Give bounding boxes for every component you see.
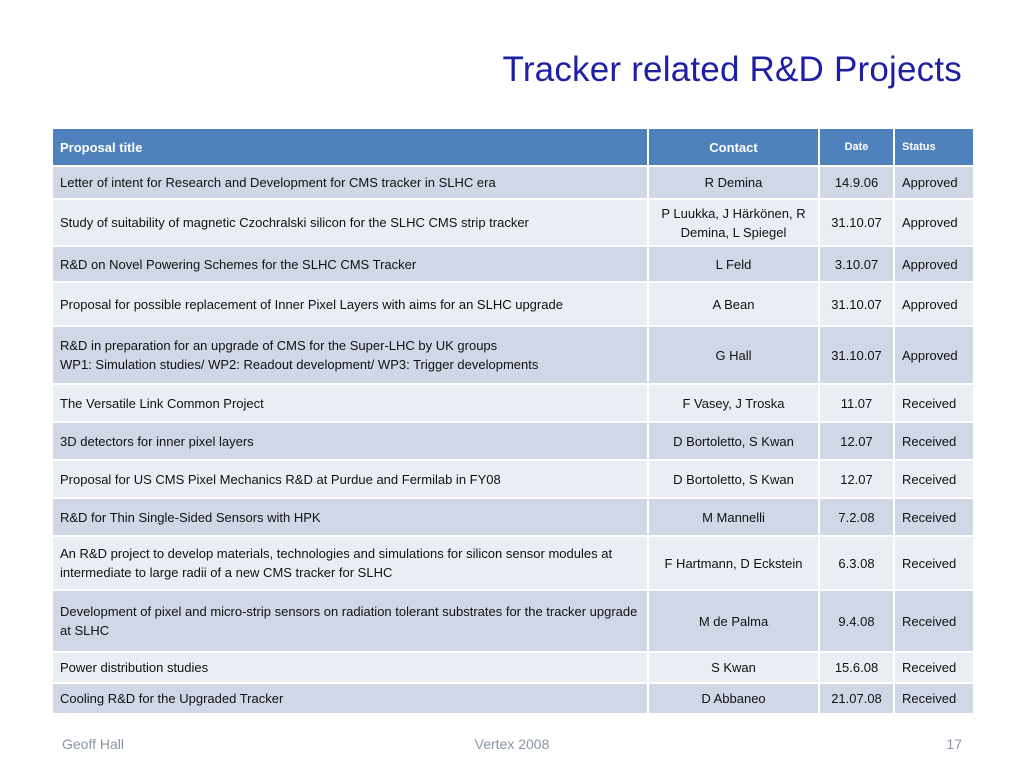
proposal-title-line: Letter of intent for Research and Development for CMS tracker in SLHC era	[60, 175, 496, 190]
contact-cell: P Luukka, J Härkönen, R Demina, L Spiegel	[648, 199, 819, 246]
slide-title: Tracker related R&D Projects	[502, 50, 962, 89]
date-cell: 31.10.07	[819, 282, 894, 326]
date-cell: 11.07	[819, 384, 894, 422]
table-row	[52, 590, 974, 652]
status-cell: Received	[894, 652, 974, 683]
contact-cell: D Bortoletto, S Kwan	[648, 460, 819, 498]
proposal-title-line: R&D in preparation for an upgrade of CMS for the Super-LHC by UK groups	[60, 338, 498, 353]
table-row	[52, 384, 974, 422]
proposal-title-line: Study of suitability of magnetic Czochralski silicon for the SLHC CMS strip tracker	[60, 215, 529, 230]
table-row	[52, 536, 974, 590]
date-cell: 12.07	[819, 460, 894, 498]
proposal-title-cell	[52, 246, 648, 282]
proposal-title-line: Proposal for possible replacement of Inner Pixel Layers with aims for an SLHC upgrade	[60, 296, 563, 312]
status-cell: Received	[894, 498, 974, 536]
contact-cell: S Kwan	[648, 652, 819, 683]
proposal-title-cell	[52, 422, 648, 460]
proposal-title-cell	[52, 384, 648, 422]
date-cell: 15.6.08	[819, 652, 894, 683]
status-cell: Approved	[894, 282, 974, 326]
status-cell: Received	[894, 536, 974, 590]
date-cell: 31.10.07	[819, 326, 894, 384]
status-cell: Approved	[894, 199, 974, 246]
date-cell: 3.10.07	[819, 246, 894, 282]
contact-cell: G Hall	[648, 326, 819, 384]
proposal-title-line: The Versatile Link Common Project	[60, 395, 264, 411]
contact-cell: F Vasey, J Troska	[648, 384, 819, 422]
date-cell: 12.07	[819, 422, 894, 460]
contact-cell: M Mannelli	[648, 498, 819, 536]
table-row	[52, 326, 974, 384]
contact-cell: D Bortoletto, S Kwan	[648, 422, 819, 460]
proposal-title-line: 3D detectors for inner pixel layers	[60, 433, 254, 449]
proposal-title-cell	[52, 498, 648, 536]
proposal-title-cell	[52, 460, 648, 498]
table-header-row	[52, 128, 974, 166]
table-row	[52, 199, 974, 246]
contact-cell: M de Palma	[648, 590, 819, 652]
proposal-title-line: WP1: Simulation studies/ WP2: Readout development/ WP3: Trigger developments	[60, 357, 539, 372]
date-cell: 9.4.08	[819, 590, 894, 652]
proposal-title-line: An R&D project to develop materials, technologies and simulations for silicon sensor modules at intermediate to large radii of a new CMS tracker for SLHC	[60, 546, 613, 580]
contact-cell: D Abbaneo	[648, 683, 819, 714]
proposal-title-cell	[52, 199, 648, 246]
status-cell: Received	[894, 590, 974, 652]
contact-cell: F Hartmann, D Eckstein	[648, 536, 819, 590]
proposal-title-line: R&D for Thin Single-Sided Sensors with HPK	[60, 509, 321, 525]
proposal-title-line: Power distribution studies	[60, 660, 209, 675]
proposal-title-cell	[52, 652, 648, 683]
proposal-title-cell	[52, 166, 648, 199]
header-contact: Contact	[648, 128, 819, 166]
proposal-title-cell	[52, 536, 648, 590]
table-row	[52, 422, 974, 460]
date-cell: 6.3.08	[819, 536, 894, 590]
contact-cell: A Bean	[648, 282, 819, 326]
contact-cell: L Feld	[648, 246, 819, 282]
status-cell: Approved	[894, 246, 974, 282]
table-row	[52, 246, 974, 282]
page-number: 17	[946, 736, 962, 752]
table-row	[52, 498, 974, 536]
date-cell: 14.9.06	[819, 166, 894, 199]
status-cell: Approved	[894, 166, 974, 199]
footer-event: Vertex 2008	[474, 736, 550, 752]
header-date: Date	[819, 128, 894, 166]
header-status: Status	[894, 128, 974, 166]
table-row	[52, 652, 974, 683]
proposal-title-cell	[52, 282, 648, 326]
proposal-title-line: Cooling R&D for the Upgraded Tracker	[60, 691, 284, 706]
table-row	[52, 460, 974, 498]
status-cell: Received	[894, 422, 974, 460]
footer-author: Geoff Hall	[62, 736, 124, 752]
proposal-title-line: R&D on Novel Powering Schemes for the SLHC CMS Tracker	[60, 256, 417, 272]
status-cell: Received	[894, 460, 974, 498]
header-proposal-title: Proposal title	[52, 128, 648, 166]
date-cell: 31.10.07	[819, 199, 894, 246]
proposal-title-line: Development of pixel and micro-strip sensors on radiation tolerant substrates for the tracker upgrade at SLHC	[60, 604, 638, 638]
status-cell: Approved	[894, 326, 974, 384]
projects-table	[51, 127, 975, 715]
date-cell: 7.2.08	[819, 498, 894, 536]
status-cell: Received	[894, 683, 974, 714]
status-cell: Received	[894, 384, 974, 422]
table-row	[52, 683, 974, 714]
proposal-title-line: Proposal for US CMS Pixel Mechanics R&D at Purdue and Fermilab in FY08	[60, 471, 501, 487]
proposal-title-cell	[52, 683, 648, 714]
contact-cell: R Demina	[648, 166, 819, 199]
table-row	[52, 282, 974, 326]
table-row	[52, 166, 974, 199]
date-cell: 21.07.08	[819, 683, 894, 714]
proposal-title-cell	[52, 590, 648, 652]
proposal-title-cell	[52, 326, 648, 384]
